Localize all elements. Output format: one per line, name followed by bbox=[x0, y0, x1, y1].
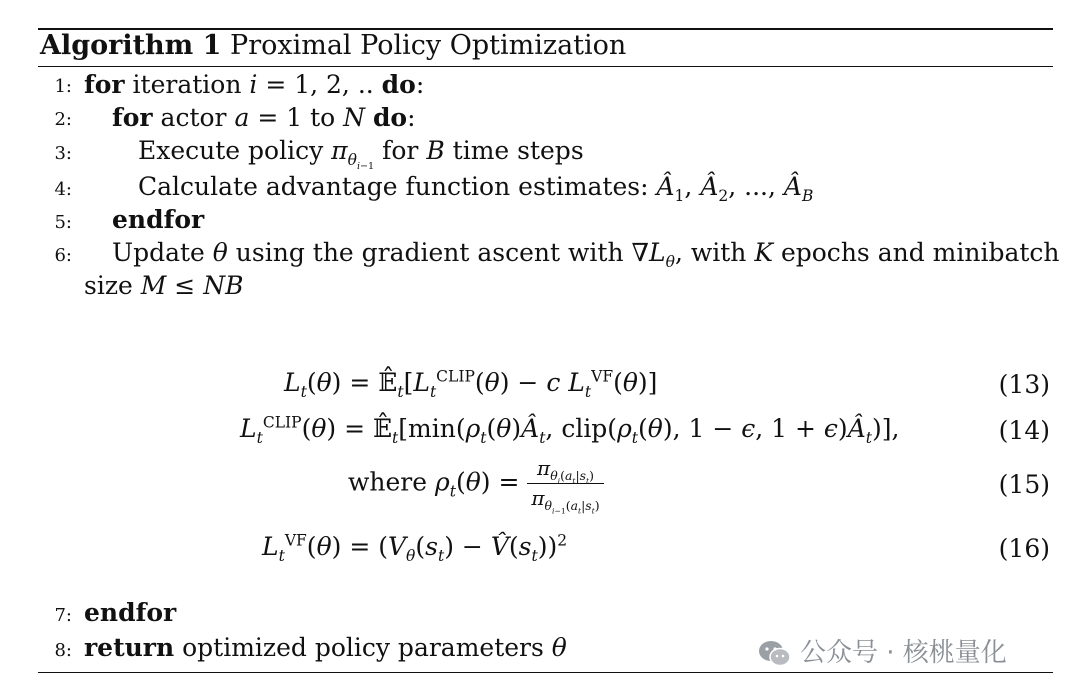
line-number: 4: bbox=[54, 179, 72, 200]
algorithm-line-5: endfor bbox=[112, 205, 205, 234]
equation-number: (15) bbox=[998, 470, 1050, 499]
watermark bbox=[758, 632, 1007, 669]
bottom-rule bbox=[38, 672, 1053, 673]
line-number: 1: bbox=[54, 76, 72, 97]
algorithm-title bbox=[40, 30, 626, 61]
algorithm-line-2: for actor a = 1 to N do: bbox=[112, 103, 416, 132]
equation-number: (13) bbox=[998, 370, 1050, 399]
equation-number: (14) bbox=[998, 416, 1050, 445]
watermark-text: 公众号 · 核桃量化 bbox=[800, 638, 1007, 668]
equation-16: $L_t^{VF}(\theta) = (V_\theta(s_t)$ − $V̂(s_t))^2$ bbox=[262, 531, 568, 565]
equation-number: (16) bbox=[998, 534, 1050, 563]
wechat-icon bbox=[758, 640, 792, 668]
title-rule bbox=[38, 66, 1053, 67]
equation-15: where $\rho_t(\theta)$ = $\frac{\pi_{\theta_i(a_t|s_t)}}{\pi_{\theta_{i-1}(a_t|s_t)}}$ bbox=[348, 456, 604, 512]
equation-13: $L_t(\theta)$ = $𝔼̂_t[L_t^{CLIP}(\theta) - c$ $L_t^{VF}(\theta)$] bbox=[284, 367, 658, 401]
algorithm-line-8: return optimized policy parameters θ bbox=[84, 633, 567, 662]
algorithm-label: Algorithm 1 bbox=[40, 30, 222, 61]
algorithm-line-6: Update θ using the gradient ascent with $\nabla L_\theta$, with K epochs and minibatch bbox=[112, 238, 1060, 271]
algorithm-line-1: for iteration i = 1, 2, .. do: bbox=[84, 70, 425, 99]
algorithm-line-3: Execute policy $\pi_{\theta_{i-1}}$ for B time steps bbox=[138, 136, 584, 173]
line-number: 5: bbox=[54, 212, 72, 233]
algorithm-line-4: Calculate advantage function estimates: $Â_1$, $Â_2$, ..., $Â_B$ bbox=[138, 172, 814, 205]
algorithm-name: Proximal Policy Optimization bbox=[230, 30, 627, 61]
line-number: 2: bbox=[54, 109, 72, 130]
line-number: 8: bbox=[54, 640, 72, 661]
line-number: 3: bbox=[54, 143, 72, 164]
algorithm-line-6-cont: size M ≤ NB bbox=[84, 271, 244, 300]
line-number: 6: bbox=[54, 245, 72, 266]
line-number: 7: bbox=[54, 605, 72, 626]
equation-14: $L_t^{CLIP}(\theta)$ = $𝔼̂_t[\min(\rho_t(\theta)Â_t$, $clip(\rho_t(\theta)$, 1 − ϵ, $1 + \epsilon)Â_t$)], bbox=[240, 413, 900, 447]
algorithm-line-7: endfor bbox=[84, 598, 177, 627]
